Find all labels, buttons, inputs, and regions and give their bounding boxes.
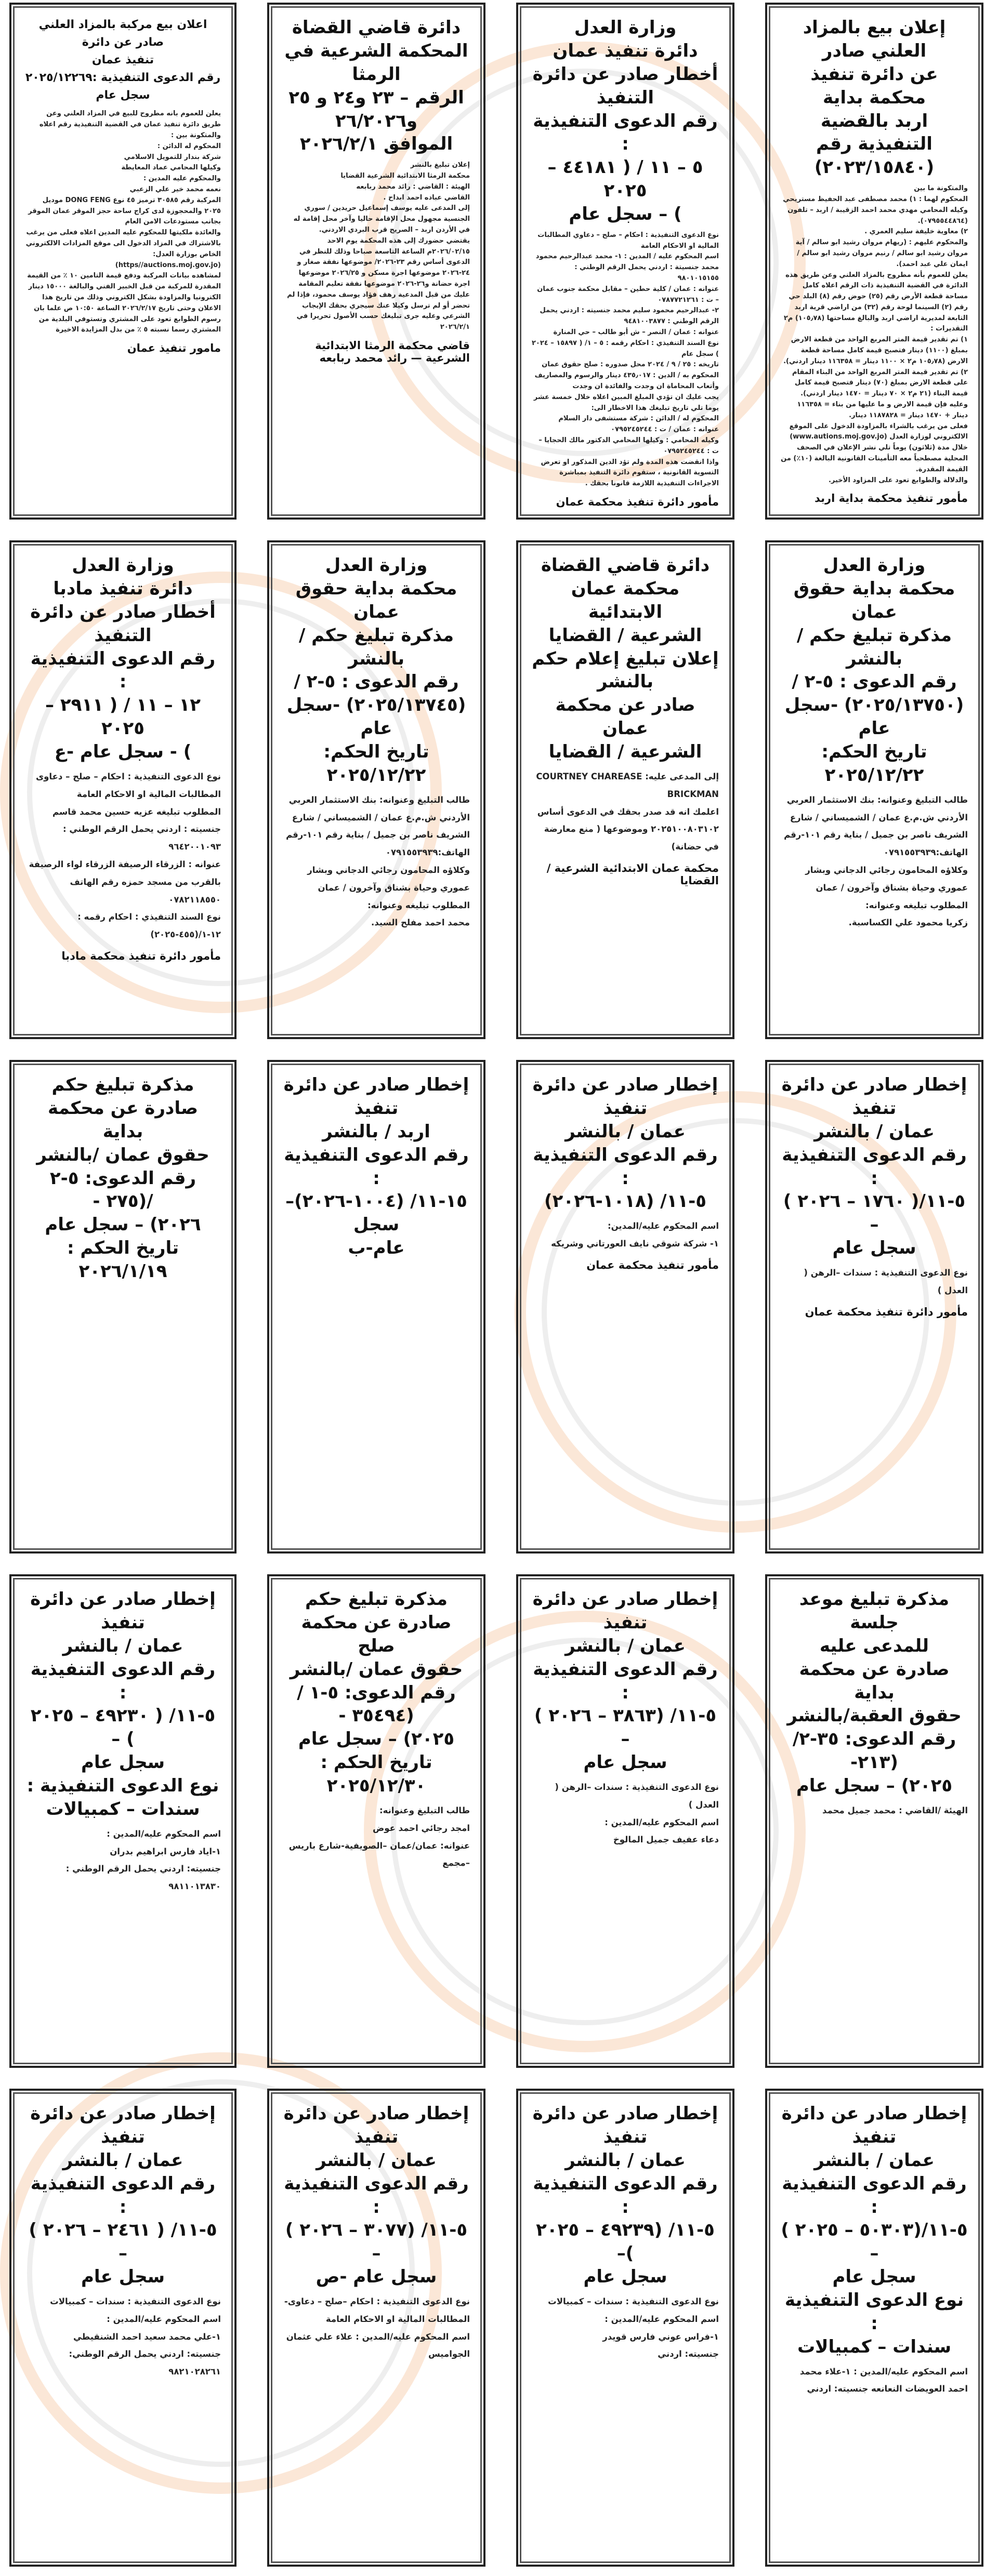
notice-heading	[781, 1588, 968, 1798]
notice-signature: مأمور دائرة تنفيذ محكمة عمان	[556, 496, 719, 508]
heading-line: دائرة تنفيذ مادبا	[53, 578, 193, 599]
body-line: عنوانه : عمان / كلية حطين – مقابل محكمة جنوب عمان – ت : ٠٧٨٧٧٢١٢٦١	[537, 285, 719, 304]
heading-line: تاريخ الحكم: ٢٠٢٥/١٢/٢٢	[323, 741, 429, 786]
body-line: القاضي عباده احمد ابداح .	[383, 193, 470, 202]
notice-judgment-13750	[765, 540, 983, 1039]
notice-heading	[532, 1073, 719, 1213]
heading-line: ٥ – ١١ / ( ٤٤١٨١ – ٢٠٢٥	[547, 157, 703, 202]
heading-line: عمان / بالنشر	[565, 2149, 686, 2171]
body-line: يعلن للعموم بانه مطروح للبيع في المزاد العلني وعن طريق دائرة تنفيذ عمان في القضية التنفيذية رقم اعلاه والمتكونة بين :	[39, 110, 221, 140]
notice-execution-1760	[765, 1060, 983, 1553]
body-line: جنسيته : اردني يحمل الرقم الوطني : ٩٦٤٢٠٠١٠٩٣	[63, 824, 221, 852]
notice-heading	[532, 16, 719, 226]
body-line: طالب التبليغ وعنوانه: بنك الاستثمار العربي الأردني ش.م.ع عمان / الشميساني / شارع الشريف ناصر بن جميل / بناية رقم ١٠١-رقم الهاتف:٠٧٩١٥٥٣٩٣٩	[286, 794, 470, 858]
heading-line: إخطار صادر عن دائرة تنفيذ	[781, 1074, 967, 1119]
heading-line: وزارة العدل	[72, 555, 174, 576]
body-line: ٢) معاوية خليفة سليم العمري .	[864, 228, 968, 236]
heading-line: إعلان تبليغ إعلام حكم بالنشر	[532, 648, 719, 693]
notice-heading	[283, 554, 470, 787]
body-line: دعاء عفيف جميل المالوخ	[613, 1835, 719, 1845]
notice-heading	[532, 554, 719, 764]
heading-line: ٢٠٢٦) – سجل عام	[45, 1214, 201, 1236]
body-line: فعلى من يرغب بالشراء بالمزاودة الدخول على الموقع الالكتروني لوزارة العدل (www.autions.moj.gov.jo) خلال مدة (ثلاثون) يوماً تلي نشر الإعلان في الصحف المحلية مصطحباً معه التأمينات القانونية البالغة (١٠٪) من القيمة المقدرة.	[781, 422, 968, 473]
body-line: محمد احمد مفلح السيد.	[371, 918, 470, 928]
body-line: والمحكوم عليه المدين :	[143, 175, 221, 183]
heading-line: عمان / بالنشر	[565, 1121, 686, 1142]
body-line: ٢) تم تقدير قيمة المتر المربع الواحد من البناء المقام على قطعة الارض بمبلغ (٧٠) دينار فتصبح قيمة كامل قيمة البناء (٢١ م٢ × ٧٠ دينار = ١٤٧٠ دينار اردني).	[792, 368, 968, 398]
heading-line: إخطار صادر عن دائرة تنفيذ	[532, 1074, 718, 1119]
heading-line: تاريخ الحكم : ٢٠٢٥/١٢/٣٠	[320, 1752, 432, 1796]
heading-line: ٥-١١/ (١٠١٨-٢٠٢٦)	[544, 1191, 706, 1212]
heading-line: رقم الدعوى التنفيذية :	[782, 1144, 967, 1189]
heading-line: الرقم – ٢٣ و٢٤ و ٢٥	[288, 87, 464, 108]
heading-line: أخطار صادر عن دائرة التنفيذ	[532, 63, 718, 108]
heading-line: حقوق عمان /بالنشر	[290, 1658, 463, 1680]
heading-line: رقم الدعوى التنفيذية :	[30, 2173, 216, 2218]
heading-line: سجل عام -ص	[316, 2266, 437, 2288]
heading-line: رقم الدعوى التنفيذية :	[782, 2173, 967, 2218]
body-line: عنوانه : عمان / ت : ٠٧٩٥٢٤٥٢٤٤	[611, 426, 719, 434]
heading-line: (٢٠٢٥/١٣٧٥٠) -سجل عام	[784, 695, 964, 739]
heading-line: مذكرة تبليغ حكم	[51, 1074, 194, 1095]
heading-line: الموافق ٢٠٢٦/٢/١	[299, 134, 453, 155]
heading-line: ٥-١١/(٥٠٣٠٣ – ٢٠٢٥ ) –	[781, 2220, 968, 2264]
heading-line: دائرة تنفيذ عمان	[553, 40, 698, 61]
body-line: وكلاؤه المحامون رجائي الدجاني وبشار عموري وحياة بشناق وآخرون / عمان	[307, 865, 470, 893]
heading-line: ٥-١١/ (٣٨٦٣ – ٢٠٢٦ ) –	[534, 1705, 717, 1750]
heading-line: ٥-١١/( ١٧٦٠ – ٢٠٢٦ ) –	[783, 1191, 966, 1236]
heading-line: الشرعية / القضايا	[548, 625, 702, 646]
body-line: محكمة الرمثا الابتدائية الشرعية القضايا	[340, 172, 470, 180]
body-line: الهيئة : القاضي : رائد محمد ربابعه	[356, 182, 470, 191]
heading-line: تاريخ الحكم : ٢٠٢٦/١/١٩	[67, 1238, 179, 1282]
heading-line: عن دائرة تنفيذ محكمة بداية	[810, 63, 938, 108]
heading-line: للمدعى عليه	[819, 1635, 929, 1656]
heading-line: رقم الدعوى التنفيذية :٢٠٢٥/١٢٢٦٩ سجل عام	[25, 71, 221, 102]
heading-line: رقم الدعوى : ٥-٢ /	[294, 671, 459, 693]
heading-line: رقم الدعوى التنفيذية :	[284, 1144, 469, 1189]
heading-line: صادرة عن محكمة صلح	[301, 1612, 452, 1656]
body-line: اسم المحكوم عليه/المدين :	[107, 2314, 221, 2324]
body-line: اسم المحكوم عليه/المدين : ١-علاء محمد احمد العويضات النعانعه جنسيته: اردني	[799, 2366, 968, 2394]
body-line: نوع الدعوى التنفيذية : احكام – صلح – دعاوى المطالبات المالية او الاحكام العامة	[36, 771, 221, 799]
body-line: المحكوم له الدائن :	[157, 142, 221, 150]
body-line: زكريا محمود علي الكساسبة.	[848, 918, 968, 928]
heading-line: إعلان بيع بالمزاد العلني صادر	[803, 17, 946, 61]
heading-line: رقم الدعوى التنفيذية :	[533, 2173, 718, 2218]
heading-line: وزارة العدل	[574, 17, 677, 38]
body-line: واذا انقضت هذه المدة ولم تؤد الدين المذكور او تعرض التسوية القانونية ، ستقوم دائرة التنفيذ بمباشرة الاجراءات التنفيذية اللازمة قانونا بحقك .	[541, 458, 719, 488]
notice-signature: مأمور تنفيذ محكمة عمان	[586, 1258, 719, 1271]
heading-line: رقم الدعوى: ٥-١ / (٣٥٤٩٤ -	[297, 1682, 456, 1727]
body-line: والمحكوم عليهم : (ريهام مروان رشيد ابو سالم / آية مروان رشيد ابو سالم / رنيم مروان رشيد ابو سالم / ايمان علي عبد احمد).	[795, 238, 968, 268]
body-line: نوع الدعوى التنفيذية : سندات –الرهن ( العدل )	[804, 1268, 968, 1295]
heading-line: دائرة قاضي القضاة	[292, 17, 461, 38]
heading-line: سجل عام	[81, 2266, 165, 2288]
notice-heading	[781, 1073, 968, 1260]
heading-line: إخطار صادر عن دائرة تنفيذ	[532, 2103, 718, 2147]
body-line: (https//auctions.moj.gov.jo)	[115, 261, 221, 269]
heading-line: عمان / بالنشر	[316, 2149, 437, 2171]
heading-line: حقوق العقبة/بالنشر	[787, 1705, 962, 1727]
notice-judgment-275	[9, 1060, 237, 1553]
heading-line: محكمة بداية حقوق عمان	[793, 578, 955, 622]
heading-line: إخطار صادر عن دائرة تنفيذ	[283, 2103, 469, 2147]
heading-line: نوع الدعوى التنفيذية :	[27, 1775, 219, 1796]
heading-line: عام-ب	[348, 1238, 405, 1259]
heading-line: سجل عام	[832, 1238, 916, 1259]
heading-line: عمان / بالنشر	[814, 1121, 935, 1142]
body-line: نوع السند التنفيذي : احكام رقمه : ٥ – ١/ ( ١٥٨٩٧ – ٢٠٢٤ ) سجل عام	[532, 339, 719, 358]
body-line: المحكوم لهما : ١) محمد مصطفى عبد الحفيظ مستريحي وكيله المحامي مهدي محمد احمد الزقيبة / اربد – تلفون (٠٧٩٥٥٤٤٨٦٤).	[783, 195, 968, 225]
heading-line: رقم الدعوى التنفيذية :	[30, 648, 216, 693]
body-line: المركبة رقم ٣٠٥٨٥ ترميز ٤٥ نوع DONG FENG موديل ٢٠٢٥ والمحجوزة لدى كراج ساحة حجز الموقر عمان الموقر بجانب مستودعات الامن العام	[28, 196, 221, 226]
heading-line: ٥-١١/ (٤٩٢٣٩ – ٢٠٢٥ )–	[536, 2220, 715, 2264]
heading-line: عمان / بالنشر	[565, 1635, 686, 1656]
notice-execution-49239	[516, 2089, 734, 2567]
body-line: المطلوب تبليغه وعنوانه:	[865, 900, 968, 910]
heading-line: اربد بالقضية التنفيذية رقم	[816, 110, 933, 155]
notice-signature: مأمور دائرة تنفيذ محكمة مادبا	[61, 950, 221, 962]
heading-line: ١٢ – ١١ / ( ٢٩١١ – ٢٠٢٥	[45, 695, 201, 739]
notice-heading	[25, 16, 221, 104]
body-line: المحكوم به / الدين : ٤٣٥٫٠١٧ دينار والرسوم والمصاريف وأتعاب المحاماة ان وجدت والفائدة ان وجدت	[534, 371, 719, 391]
notice-signature: مأمور دائرة تنفيذ محكمة عمان	[805, 1305, 968, 1318]
body-line: المحكوم له / الدائن : شركة مستشفى دار السلام	[558, 415, 719, 423]
notice-amman-sharia	[516, 540, 734, 1039]
body-line: يعلن للعموم بأنه مطروح بالمزاد العلني وعن طريق هذه الدائرة في القضية التنفيذية ذات الرقم اعلاه كامل مساحة قطعة الأرض رقم (٢٥) حوض رقم (٨) البلد حي رقم (٢) السينما لوحة رقم (٣٢) من اراضي قرية اربد التابعة لمديرية اراضي اربد والبالغ مساحتها (١٠٥٫٧٨) م٢	[783, 271, 968, 322]
heading-line: ٥-١١/ (٣٠٧٧ – ٢٠٢٦ ) –	[285, 2220, 468, 2264]
body-line: جنسيته: اردني	[658, 2349, 719, 2359]
heading-line: مذكرة تبليغ حكم / بالنشر	[796, 625, 952, 669]
heading-line: تنفيذ عمان	[91, 54, 154, 67]
body-line: طالب التبليغ وعنوانه: بنك الاستثمار العربي الأردني ش.م.ع عمان / الشميساني / شارع الشريف ناصر بن جميل / بناية رقم ١٠١-رقم الهاتف:٠٧٩١٥٥٣٩٣٩	[784, 794, 968, 858]
notice-vehicle-auction	[9, 3, 237, 520]
heading-line: و٢٦/٢٠٢٦	[335, 110, 418, 131]
body-line: نوع السند التنفيذي : احكام رقمه : ١٢-١/(٤٥٥-٢٠٢٥)	[77, 912, 221, 940]
notice-madaba-execution	[9, 540, 237, 1039]
heading-line: رقم الدعوى التنفيذية :	[533, 1144, 718, 1189]
heading-line: ٢٠٢٥) – سجل عام	[796, 1775, 953, 1796]
heading-line: سجل عام	[832, 2266, 916, 2288]
body-line: نوع الدعوى التنفيذية : احكام –صلح – دعاوى- المطالبات المالية او الاحكام العامة	[284, 2296, 470, 2324]
heading-line: محكمة بداية حقوق عمان	[295, 578, 457, 622]
body-line: طالب التبليغ وعنوانه:	[379, 1805, 470, 1815]
heading-line: اعلان بيع مركبة بالمزاد العلني صادر عن دائرة	[38, 18, 207, 49]
heading-line: سجل عام	[583, 1752, 667, 1773]
body-line: الهيئة /القاضي : محمد جميل محمد	[822, 1805, 968, 1815]
notice-judgment-35494	[267, 1574, 485, 2068]
heading-line: ) - سجل عام -ع	[54, 741, 192, 762]
heading-line: تاريخ الحكم: ٢٠٢٥/١٢/٢٢	[821, 741, 927, 786]
body-line: وكيله المحامي : وكيلها المحامي الدكتور مالك الحجايا – ت : ٠٧٩٥٢٤٥٢٤٤	[539, 436, 719, 455]
notice-judgment-13745	[267, 540, 485, 1039]
heading-line: ٥-١١/ ( ٢٤٦١ – ٢٠٢٦ ) –	[29, 2220, 217, 2264]
body-line: ١-فراس عوني فارس قويدر	[602, 2331, 719, 2342]
body-line: عنوانه: عمان/عمان –الصويفية-شارع باريس –مجمع	[288, 1840, 470, 1868]
heading-line: حقوق عمان /بالنشر	[36, 1144, 209, 1165]
notice-heading	[781, 2102, 968, 2359]
notice-heading	[532, 1588, 719, 1774]
heading-line: إخطار صادر عن دائرة تنفيذ	[283, 1074, 469, 1119]
heading-line: رقم الدعوى التنفيذية :	[533, 1658, 718, 1703]
body-line: يجب عليك ان تؤدي المبلغ المبين اعلاه خلال خمسة عشر يوما تلي تاريخ تبليغك هذا الاخطار الى:	[533, 393, 719, 412]
heading-line: رقم الدعوى: ٣٥-٢/ (٢١٣-	[792, 1729, 956, 1773]
body-line: اعلمك انه قد صدر بحقك في الدعوى أساس ٢٠٢٥١٠٠٨٠٣١٠٢ وموضوعها ( منع معارضة في حضانة)	[537, 806, 719, 852]
heading-line: صادر عن محكمة عمان	[555, 695, 695, 739]
body-line: اسم المحكوم عليه/المدين :	[605, 2314, 719, 2324]
heading-line: سجل عام	[81, 1752, 165, 1773]
heading-line: رقم الدعوى: ٥-٢ /(٢٧٥ -	[49, 1167, 196, 1212]
heading-line: ٢٠٢٥) – سجل عام	[298, 1729, 455, 1750]
heading-line: سندات – كمبيالات	[46, 1798, 200, 1820]
heading-line: وزارة العدل	[823, 555, 926, 576]
notice-ramtha-sharia	[267, 3, 485, 520]
heading-line: صادرة عن محكمة بداية	[48, 1097, 198, 1142]
body-line: نوع الدعوى التنفيذية : سندات – كمبيالات	[50, 2296, 221, 2306]
heading-line: إخطار صادر عن دائرة تنفيذ	[30, 2103, 216, 2147]
heading-line: عمان / بالنشر	[62, 2149, 183, 2171]
heading-line: نوع الدعوى التنفيذية :	[784, 2290, 964, 2334]
heading-line: ١٥-١١/ (١٠٠٤-٢٠٢٦)– سجل	[285, 1191, 467, 1236]
notice-execution-2461	[9, 2089, 237, 2567]
heading-line: رقم الدعوى التنفيذية :	[533, 110, 718, 155]
body-line: التقديرات :	[930, 325, 968, 333]
heading-line: مذكرة تبليغ حكم / بالنشر	[298, 625, 454, 669]
notice-signature: مامور تنفيذ عمان	[127, 342, 221, 355]
body-line: المطلوب تبليغه عزيه حسين محمد قاسم	[52, 806, 221, 817]
body-line: لمشاهده بيانات المركبة ودفع قيمة التامين ١٠ ٪ من القيمة المقدرة للمركبة من قبل الخبير الفني والبالغة ١٥٠٠٠ دينار الكترونيا والمزاودة بشكل الكتروني وذلك من تاريخ هذا الاعلان وحتى تاريخ ٢٠٢٦/٢/١٧ الساعة ١٠:٥٠ ص علما بان رسوم الطوابع تعود على المشتري وتستوفي البلدية من المشتري رسما نسبته ٥ ٪ من بدل المزايدة الاخيرة	[27, 272, 221, 334]
heading-line: الشرعية / القضايا	[548, 741, 702, 762]
heading-line: (٢٠٢٣/١٥٨٤٠)	[814, 157, 935, 178]
notice-heading	[25, 1588, 221, 1821]
body-line: ١-علي محمد سعيد احمد الشنقيطي	[73, 2331, 221, 2342]
body-line: ١-اياد فارس ابراهيم بدران	[110, 1846, 221, 1856]
body-line: وكيلها المحامي عماد المعايطة	[121, 164, 221, 172]
body-line: اسم المحكوم عليه / المدين : ١- محمد عبدالرحيم محمود محمد جنسيتة : اردني يحمل الرقم الوطني : ٩٨٠١٠١٥١٥٥	[535, 253, 719, 283]
notice-heading	[25, 554, 221, 764]
heading-line: سجل عام	[583, 2266, 667, 2288]
heading-line: أخطار صادر عن دائرة التنفيذ	[30, 601, 216, 646]
body-line: عنوانه : عمان / النصر – ش أبو طالب – حي المنارة	[553, 328, 719, 337]
heading-line: إخطار صادر عن دائرة تنفيذ	[781, 2103, 967, 2147]
body-line: وعليه فإن قيمة الارض و ما عليها من بناء = ١١٦٣٥٨ دينار + ١٤٧٠ دينار = ١١٨٧٨٢٨ دينار.	[797, 401, 968, 419]
body-line: يقتضي حضورك إلى هذه المحكمة يوم الاحد ٢٠٢٦/٠٢/١٥م الساعة التاسعة صباحا وذلك للنظر في الدعوى أساس رقم ٢٣-٢٠٢٦/ موضوعها نفقة صغار و ٢٤-٢٠٢٦ موضوعها اجرة مسكن و ٢٠٢٦/٢٥ موضوعها اجرة حضانة و٢٦-٢٠٢٦ موضوعها نفقة تعليم المقامة عليك من قبل المدعية رهف فؤاد يوسف محمود، فإذا لم تحضر أو لم ترسل وكيلا عنك سيجري بحقك الإيجاب الشرعي وعليه جرى تبليغك حسب الأصول تحريرا في ٢٠٢٦/٢/١	[287, 236, 470, 331]
body-line: نعمه محمد خير علي الزعبي	[129, 185, 221, 194]
notice-amman-execution	[516, 3, 734, 520]
heading-line: إخطار صادر عن دائرة تنفيذ	[30, 1589, 216, 1633]
body-line: ١) تم تقدير قيمة المتر المربع الواحد من قطعة الارض بمبلغ (١١٠٠) دينار فتصبح قيمة كامل مساحة قطعة الارض (١٠٥٫٧٨ م٢ × ١١٠٠ دينار = ١١٦٣٥٨ دينار اردني).	[783, 336, 968, 365]
body-line: اسم المحكوم عليه/المدين : علاء علي عثمان الجواميس	[286, 2331, 470, 2359]
notice-heading	[283, 1588, 470, 1798]
notice-heading	[781, 16, 968, 179]
notice-execution-3863	[516, 1574, 734, 2068]
heading-line: صادرة عن محكمة بداية	[799, 1658, 950, 1703]
body-line: اسم المحكوم عليه/المدين:	[607, 1221, 719, 1231]
heading-line: رقم الدعوى التنفيذية :	[30, 1658, 216, 1703]
body-line: تاريخه : ٢٥ / ٩ / ٢٠٢٤ محل صدوره : صلح حقوق عمان	[542, 361, 719, 369]
body-line: شركة بندار للتمويل الاسلامي	[124, 153, 221, 161]
heading-line: ٥-١١/ ( ٤٩٢٣٠ – ٢٠٢٥ ) –	[30, 1705, 216, 1750]
body-line: وكلاؤه المحامون رجائي الدجاني وبشار عموري وحياة بشناق وآخرون / عمان	[805, 865, 968, 893]
heading-line: مذكرة تبليغ حكم	[305, 1589, 448, 1610]
notice-execution-3077	[267, 2089, 485, 2567]
heading-line: إخطار صادر عن دائرة تنفيذ	[532, 1589, 718, 1633]
notice-heading	[532, 2102, 719, 2289]
body-line: نوع الدعوى التنفيذية : سندات –الرهن ( العدل )	[555, 1782, 719, 1810]
heading-line: مذكرة تبليغ موعد جلسة	[799, 1589, 950, 1633]
heading-line: وزارة العدل	[325, 555, 428, 576]
notice-execution-50303	[765, 2089, 983, 2567]
body-line: نوع الدعوى التنفيذية : سندات – كمبيالات	[548, 2296, 719, 2306]
notice-auction-irbid	[765, 3, 983, 520]
notice-signature: محكمة عمان الابتدائية الشرعية / القضايا	[546, 861, 719, 887]
body-line: اسم المحكوم عليه/المدين :	[605, 1817, 719, 1827]
body-line: ٢- عبدالرحيم محمود سليم محمد جنسيته : اردني يحمل الرقم الوطني : ٩٤٨١٠٠٣٨٧٧	[540, 307, 719, 326]
notice-heading	[781, 554, 968, 787]
heading-line: رقم الدعوى : ٥-٢ /	[792, 671, 957, 693]
body-line: عنوانه : الزرقاء الرصيفة الزرقاء لواء الرصيفة بالقرب من مسجد حمزه رقم الهاتف ٠٧٨٢١١٨٥٥٠	[29, 859, 221, 905]
body-line: نوع الدعوى التنفيذية : احكام – صلح – دعاوي المطالبات المالية او الاحكام العامة	[537, 231, 719, 250]
notice-execution-49230	[9, 1574, 237, 2068]
heading-line: عمان / بالنشر	[62, 1635, 183, 1656]
notice-heading	[283, 1073, 470, 1260]
notice-heading	[25, 1073, 221, 1283]
body-line: إلى المدعى عليه: COURTNEY CHAREASE BRICKMAN	[536, 771, 719, 799]
notice-aqaba-hearing	[765, 1574, 983, 2068]
body-line: امجد رجائي احمد عوض	[373, 1823, 470, 1833]
body-line: ١- شركة شوقي نايف العورتاني وشريكه	[551, 1239, 719, 1249]
notice-signature: قاضي محكمة الرمثا الابتدائية الشرعية — رائد محمد ربابعه	[315, 339, 470, 364]
heading-line: (٢٠٢٥/١٣٧٤٥) -سجل عام	[286, 695, 466, 739]
notice-execution-1018	[516, 1060, 734, 1553]
body-line: جنسيته: اردني يحمل الرقم الوطني: ٩٨٢١٠٢٨٢٦١	[69, 2349, 221, 2377]
heading-line: المحكمة الشرعية في الرمثا	[284, 40, 468, 85]
body-line: والعائدة ملكيتها للمحكوم عليه المدين اعلاه فعلى من يرغب بالاشتراك في المزاد الدخول الى موقع المزادات الالكتروني الخاص بوزارة العدل:	[25, 229, 221, 258]
notice-heading	[25, 2102, 221, 2289]
notice-signature: مأمور تنفيذ محكمة بداية اربد	[815, 492, 968, 505]
body-line: والدلالة والطوابع تعود على المزاود الأخير.	[828, 476, 968, 484]
heading-line: رقم الدعوى التنفيذية :	[284, 2173, 469, 2218]
heading-line: عمان / بالنشر	[814, 2149, 935, 2171]
notice-irbid-1004	[267, 1060, 485, 1553]
heading-line: دائرة قاضي القضاة	[541, 555, 710, 576]
heading-line: ) – سجل عام	[569, 204, 682, 224]
notice-heading	[283, 16, 470, 156]
notice-heading	[283, 2102, 470, 2289]
body-line: المطلوب تبليغه وعنوانه:	[367, 900, 470, 910]
heading-line: سندات – كمبيالات	[797, 2336, 952, 2357]
body-line: إعلان تبليغ بالنشر	[410, 161, 470, 169]
heading-line: محكمة عمان الابتدائية	[571, 578, 680, 622]
body-line: جنسيته: اردني يحمل الرقم الوطني : ٩٨١١٠١٣٨٣٠	[65, 1864, 221, 1892]
body-line: اسم المحكوم عليه/المدين :	[107, 1828, 221, 1839]
body-line: والمتكونة ما بين	[914, 184, 968, 193]
body-line: إلى المدعى عليه يوسف إسماعيل حريدين / سوري الجنسية مجهول محل الإقامة حاليا وآخر محل إقامة له في الأردن اربد – الصريح قرب البردي الاردني.	[293, 204, 470, 234]
heading-line: اربد / بالنشر	[322, 1121, 430, 1142]
